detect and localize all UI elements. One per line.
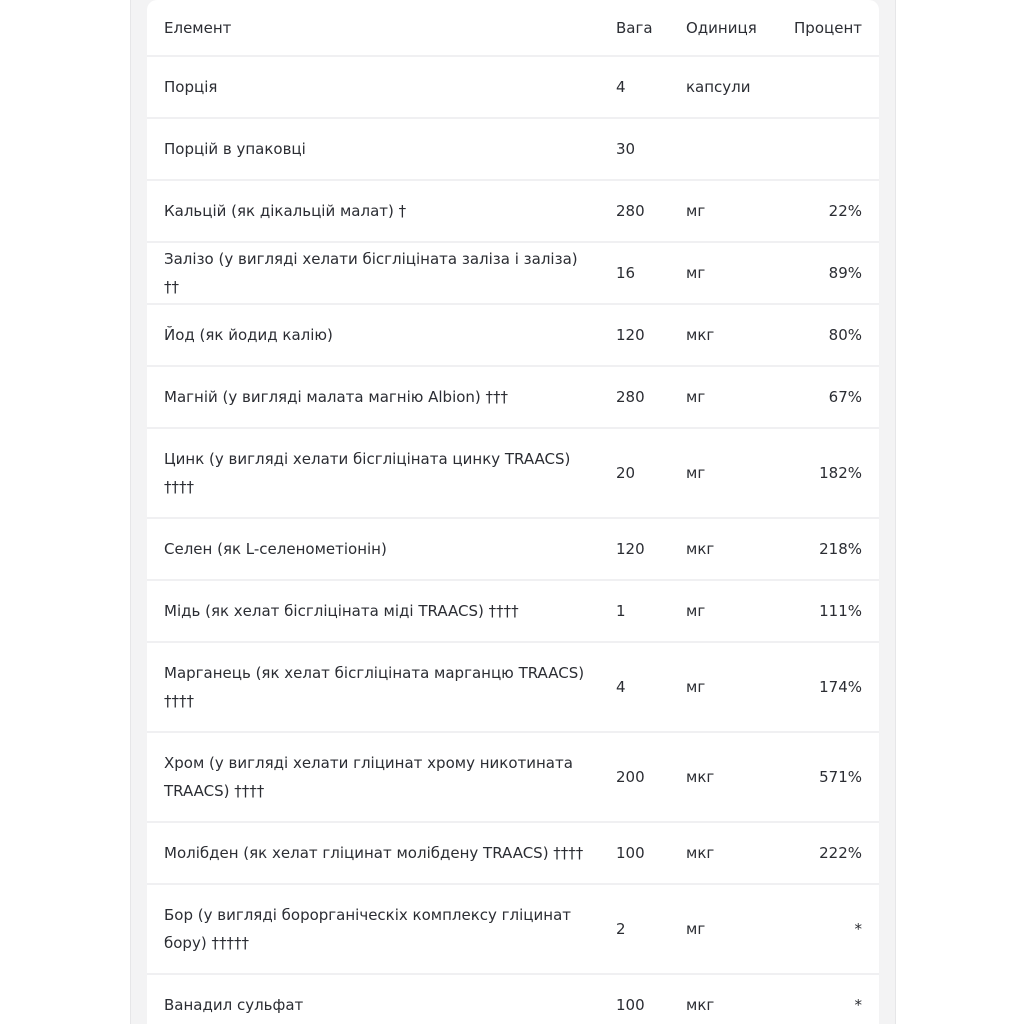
percent-cell: 80%: [779, 305, 879, 367]
weight-cell: 4: [608, 643, 677, 733]
element-cell: Марганець (як хелат бісгліціната марганцю TRAACS) ††††: [147, 643, 608, 733]
element-cell: Хром (у вигляді хелати гліцинат хрому никотината TRAACS) ††††: [147, 733, 608, 823]
weight-cell: 120: [608, 519, 677, 581]
unit-cell: капсули: [677, 57, 779, 119]
unit-cell: мг: [677, 581, 779, 643]
weight-cell: 280: [608, 181, 677, 243]
table-row: [147, 975, 879, 1024]
table-row: [147, 305, 879, 367]
percent-cell: 222%: [779, 823, 879, 885]
table-row: [147, 643, 879, 733]
table-row: [147, 519, 879, 581]
element-cell: Залізо (у вигляді хелати бісгліціната заліза і заліза) ††: [147, 243, 608, 305]
nutrition-table-card: [147, 0, 879, 1024]
element-cell: Молібден (як хелат гліцинат молібдену TRAACS) ††††: [147, 823, 608, 885]
table-row: [147, 367, 879, 429]
unit-cell: [677, 119, 779, 181]
element-cell: Селен (як L-селенометіонін): [147, 519, 608, 581]
table-row: [147, 119, 879, 181]
unit-cell: мкг: [677, 975, 779, 1024]
table-row: [147, 823, 879, 885]
unit-cell: мг: [677, 243, 779, 305]
weight-cell: 4: [608, 57, 677, 119]
percent-cell: 22%: [779, 181, 879, 243]
unit-cell: мг: [677, 643, 779, 733]
header-unit: Одиниця: [677, 0, 779, 57]
unit-cell: мг: [677, 181, 779, 243]
table-row: [147, 581, 879, 643]
percent-cell: [779, 119, 879, 181]
element-cell: Ванадил сульфат: [147, 975, 608, 1024]
unit-cell: мкг: [677, 305, 779, 367]
percent-cell: *: [779, 885, 879, 975]
percent-cell: 182%: [779, 429, 879, 519]
nutrition-table: [147, 0, 879, 1024]
element-cell: Кальцій (як дікальцій малат) †: [147, 181, 608, 243]
unit-cell: мкг: [677, 733, 779, 823]
table-row: [147, 181, 879, 243]
weight-cell: 280: [608, 367, 677, 429]
element-cell: Йод (як йодид калію): [147, 305, 608, 367]
table-row: [147, 885, 879, 975]
unit-cell: мг: [677, 885, 779, 975]
unit-cell: мг: [677, 367, 779, 429]
unit-cell: мкг: [677, 519, 779, 581]
weight-cell: 200: [608, 733, 677, 823]
percent-cell: 571%: [779, 733, 879, 823]
weight-cell: 120: [608, 305, 677, 367]
table-row: [147, 733, 879, 823]
element-cell: Магній (у вигляді малата магнію Albion) †††: [147, 367, 608, 429]
percent-cell: 67%: [779, 367, 879, 429]
header-element: Елемент: [147, 0, 608, 57]
weight-cell: 2: [608, 885, 677, 975]
unit-cell: мкг: [677, 823, 779, 885]
percent-cell: [779, 57, 879, 119]
percent-cell: 111%: [779, 581, 879, 643]
weight-cell: 16: [608, 243, 677, 305]
weight-cell: 30: [608, 119, 677, 181]
header-weight: Вага: [608, 0, 677, 57]
table-row: [147, 57, 879, 119]
table-row: [147, 243, 879, 305]
element-cell: Мідь (як хелат бісгліціната міді TRAACS) ††††: [147, 581, 608, 643]
header-percent: Процент: [779, 0, 879, 57]
weight-cell: 1: [608, 581, 677, 643]
table-header-row: [147, 0, 879, 57]
element-cell: Порцій в упаковці: [147, 119, 608, 181]
weight-cell: 20: [608, 429, 677, 519]
element-cell: Цинк (у вигляді хелати бісгліціната цинку TRAACS) ††††: [147, 429, 608, 519]
percent-cell: 89%: [779, 243, 879, 305]
percent-cell: 218%: [779, 519, 879, 581]
table-row: [147, 429, 879, 519]
element-cell: Порція: [147, 57, 608, 119]
percent-cell: 174%: [779, 643, 879, 733]
weight-cell: 100: [608, 823, 677, 885]
element-cell: Бор (у вигляді борорганіческіх комплексу гліцинат бору) †††††: [147, 885, 608, 975]
percent-cell: *: [779, 975, 879, 1024]
weight-cell: 100: [608, 975, 677, 1024]
unit-cell: мг: [677, 429, 779, 519]
